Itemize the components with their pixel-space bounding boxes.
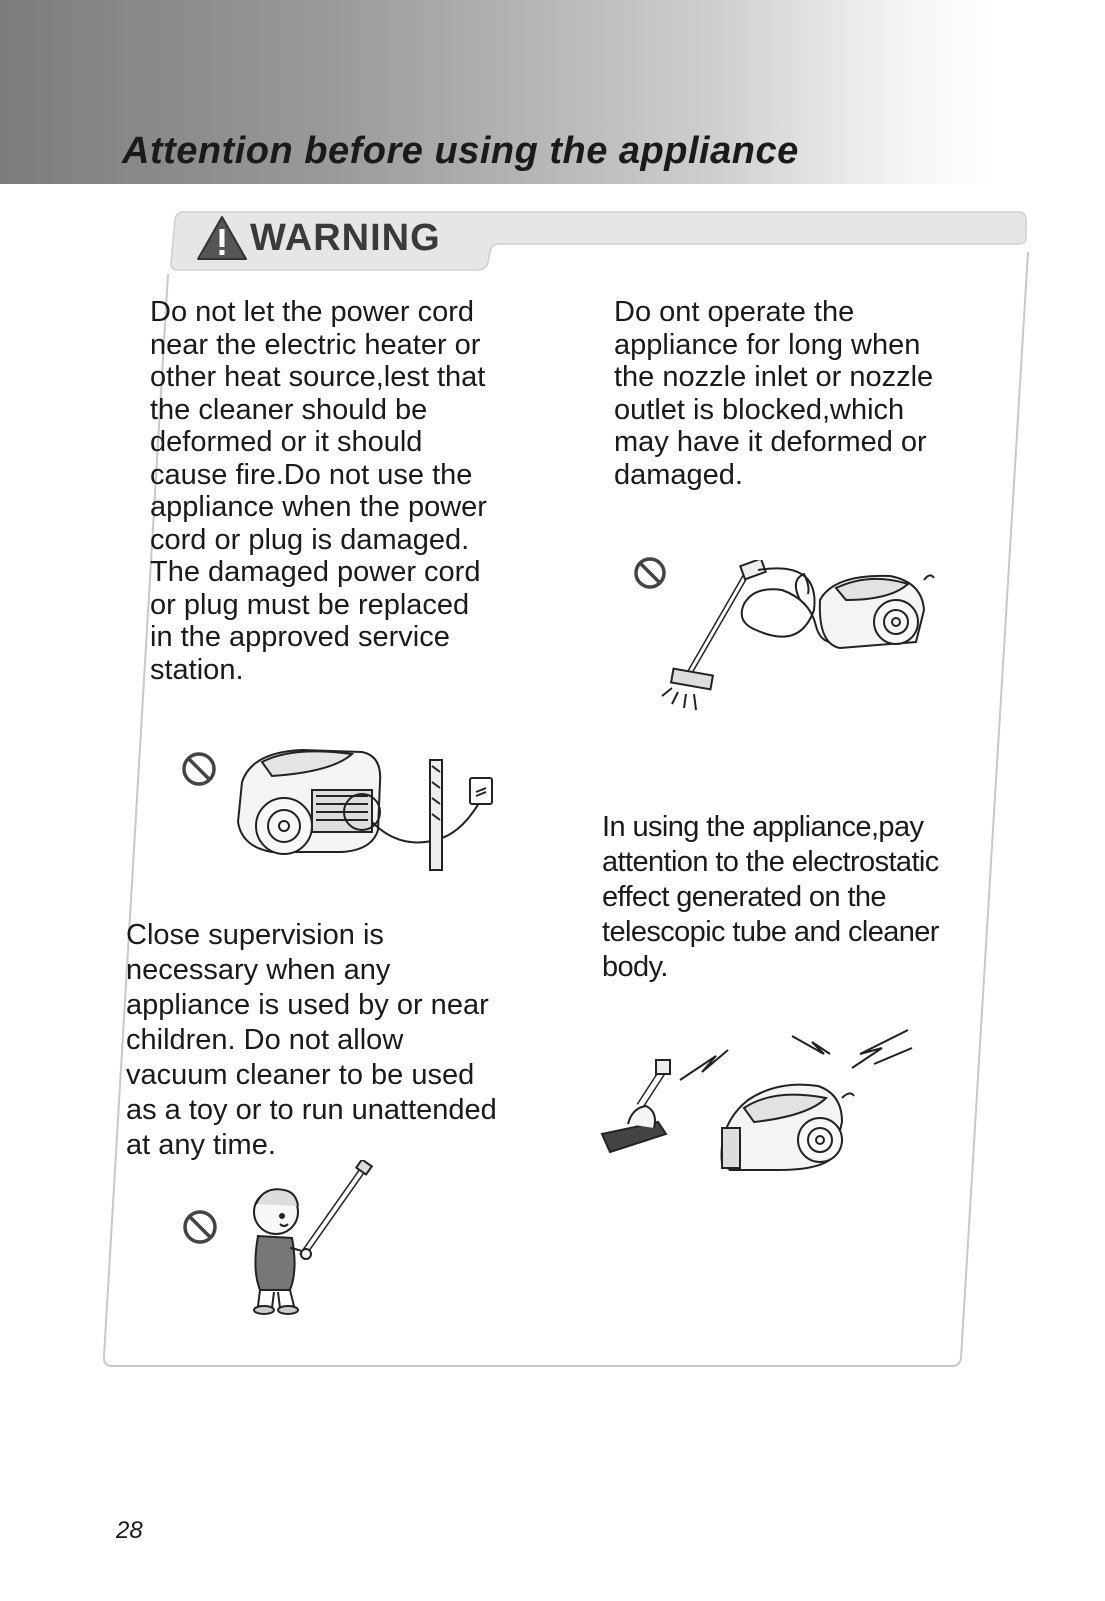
warning-text-blocked-nozzle: Do ont operate the appliance for long when the nozzle inlet or nozzle outlet is blocked,which may have it deformed or damaged.	[614, 296, 934, 491]
prohibition-icon	[181, 751, 217, 787]
warning-text-electrostatic: In using the appliance,pay attention to the electrostatic effect generated on the telescopic tube and cleaner body.	[602, 811, 939, 983]
warning-label: WARNING	[250, 216, 441, 259]
vacuum-cleaner-blocked-nozzle-illustration	[650, 560, 940, 720]
warning-text-children: Close supervision is necessary when any appliance is used by or near children. Do not allow vacuum cleaner to be used as a toy or to run unattended at any time.	[126, 919, 497, 1161]
page-number: 28	[116, 1517, 143, 1544]
vacuum-cleaner-near-wall-outlet-illustration	[232, 742, 512, 872]
warning-triangle-icon	[196, 214, 248, 262]
child-holding-tube-illustration	[250, 1160, 380, 1320]
prohibition-icon	[182, 1209, 218, 1245]
warning-header	[196, 212, 441, 264]
warning-text-power-cord: Do not let the power cord near the electric heater or other heat source,lest that the cleaner should be deformed or it should cause fire.Do not use the appliance when the power cord or plug is damaged. The damaged power cord or plug must be replaced in the approved service station.	[150, 296, 487, 686]
page-title: Attention before using the appliance	[122, 130, 799, 172]
electrostatic-vacuum-illustration	[598, 1024, 918, 1194]
